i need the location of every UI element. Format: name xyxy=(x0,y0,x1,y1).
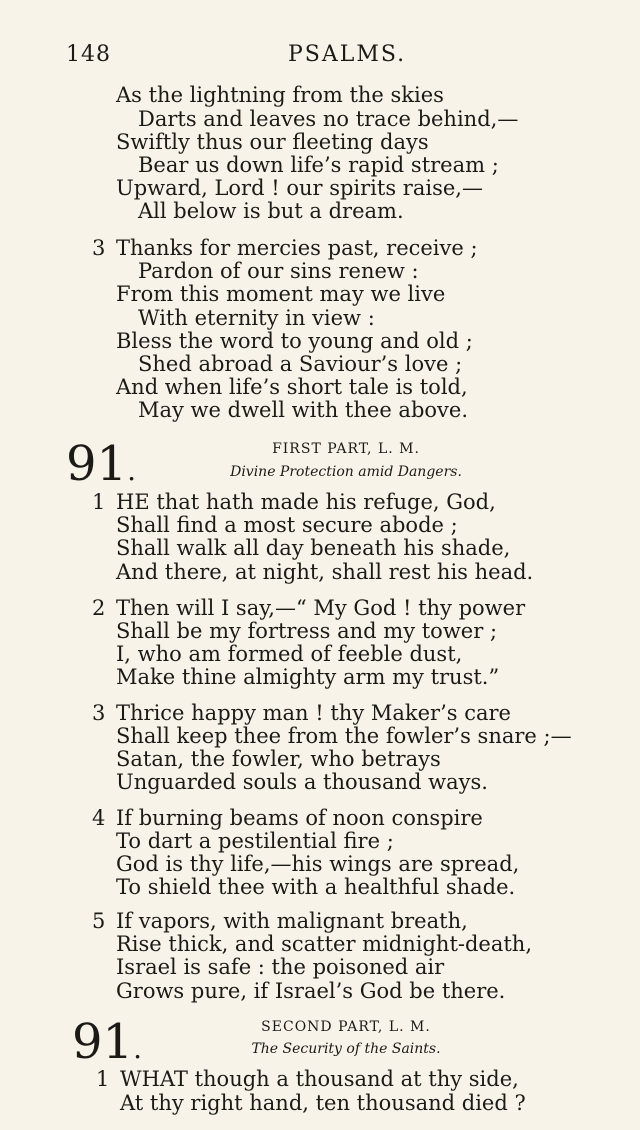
hymn-line: If vapors, with malignant breath, xyxy=(116,909,468,933)
hymn-line: Shall keep thee from the fowler’s snare ;— xyxy=(116,724,572,748)
hymn-line: Shed abroad a Saviour’s love ; xyxy=(138,352,463,376)
hymn-line: From this moment may we live xyxy=(116,282,446,306)
verse-number: 3 xyxy=(92,701,106,725)
hymn-line: To dart a pestilential fire ; xyxy=(116,829,394,853)
hymn-line: Darts and leaves no trace behind,— xyxy=(138,107,519,131)
hymn-line: All below is but a dream. xyxy=(138,199,404,223)
running-title: PSALMS. xyxy=(288,42,407,67)
hymn-line: HE that hath made his refuge, God, xyxy=(116,490,496,514)
hymn-line: May we dwell with thee above. xyxy=(138,398,468,422)
hymn-line: Pardon of our sins renew : xyxy=(138,259,419,283)
verse-number: 5 xyxy=(92,909,106,933)
hymn-line: Shall find a most secure abode ; xyxy=(116,513,458,537)
hymn-line: Satan, the fowler, who betrays xyxy=(116,747,441,771)
hymn-line: To shield thee with a healthful shade. xyxy=(116,875,516,899)
hymn-line: WHAT though a thousand at thy side, xyxy=(120,1067,519,1091)
part-title: SECOND PART, L. M. xyxy=(261,1019,431,1035)
psalm-subtitle: The Security of the Saints. xyxy=(251,1041,441,1057)
hymn-line: With eternity in view : xyxy=(138,306,375,330)
hymn-line: Make thine almighty arm my trust.” xyxy=(116,665,500,689)
hymn-line: And when life’s short tale is told, xyxy=(116,375,468,399)
hymn-line: Thrice happy man ! thy Maker’s care xyxy=(116,701,511,725)
hymn-line: God is thy life,—his wings are spread, xyxy=(116,852,520,876)
verse-number: 1 xyxy=(92,490,106,514)
verse-number: 3 xyxy=(92,236,106,260)
hymn-line: Thanks for mercies past, receive ; xyxy=(116,236,478,260)
verse-number: 4 xyxy=(92,806,106,830)
hymn-line: Swiftly thus our fleeting days xyxy=(116,130,429,154)
hymn-line: Shall be my fortress and my tower ; xyxy=(116,619,498,643)
psalm-number: 91. xyxy=(66,436,136,492)
hymn-line: Shall walk all day beneath his shade, xyxy=(116,536,511,560)
verse-number: 2 xyxy=(92,596,106,620)
psalm-subtitle: Divine Protection amid Dangers. xyxy=(230,464,462,480)
hymn-line: Bear us down life’s rapid stream ; xyxy=(138,153,499,177)
hymn-line: Then will I say,—“ My God ! thy power xyxy=(116,596,526,620)
verse-number: 1 xyxy=(96,1067,110,1091)
page-number: 148 xyxy=(66,42,111,67)
hymn-line: Bless the word to young and old ; xyxy=(116,329,473,353)
hymn-line: Unguarded souls a thousand ways. xyxy=(116,770,488,794)
hymn-line: If burning beams of noon conspire xyxy=(116,806,483,830)
hymn-line: As the lightning from the skies xyxy=(116,83,444,107)
hymn-line: I, who am formed of feeble dust, xyxy=(116,642,463,666)
psalm-number: 91. xyxy=(72,1014,142,1070)
hymn-line: Upward, Lord ! our spirits raise,— xyxy=(116,176,483,200)
hymn-line: Israel is safe : the poisoned air xyxy=(116,955,445,979)
page-header xyxy=(66,42,586,72)
hymn-line: Rise thick, and scatter midnight-death, xyxy=(116,932,533,956)
part-title: FIRST PART, L. M. xyxy=(272,441,420,457)
hymn-line: And there, at night, shall rest his head. xyxy=(116,560,534,584)
hymn-line: Grows pure, if Israel’s God be there. xyxy=(116,979,506,1003)
hymn-line: At thy right hand, ten thousand died ? xyxy=(120,1091,526,1115)
